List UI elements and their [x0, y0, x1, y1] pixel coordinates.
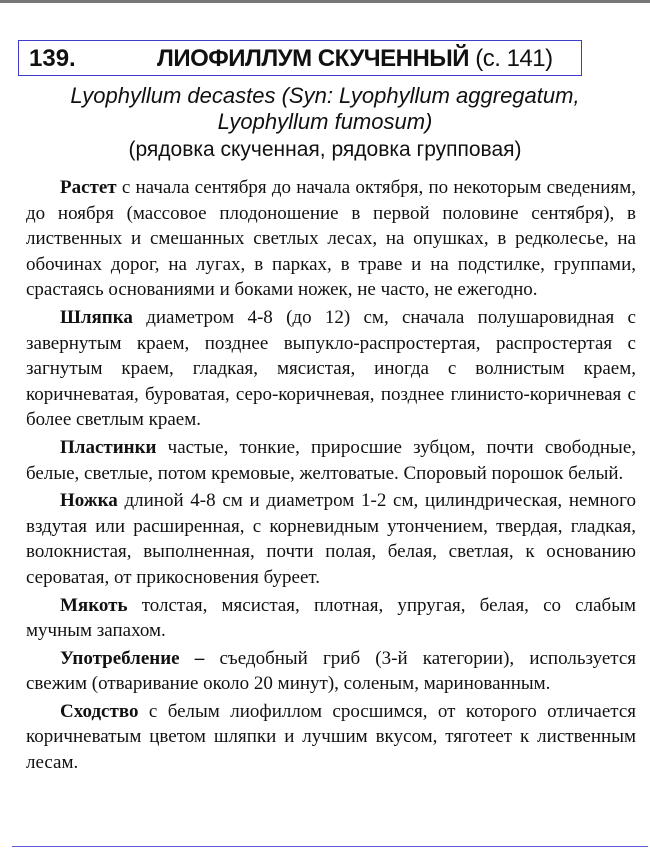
- section-text: съедобный гриб (3-й категории), используется свежим (отваривание около 20 минут), соленым, маринованным.: [26, 647, 636, 695]
- section-flesh: [26, 593, 636, 644]
- section-text: частые, тонкие, приросшие зубцом, почти свободные, белые, светлые, потом кремовые, желтоватые. Споровый порошок белый.: [26, 436, 636, 484]
- latin-name-line-2: Lyophyllum fumosum): [217, 109, 433, 134]
- section-text: длиной 4-8 см и диаметром 1-2 см, цилиндрическая, немного вздутая или расширенная, с корневидным утончением, твердая, гладкая, волокнистая, выполненная, почти полая, белая, светлая, к основанию сероватая, от прикосновения буреет.: [26, 490, 636, 588]
- species-russian-name: ЛИОФИЛЛУМ СКУЧЕННЫЙ: [157, 45, 470, 72]
- section-text: с начала сентября до начала октября, по некоторым сведениям, до ноября (массовое плодоношение в первой половине сентября), в лиственных и смешанных светлых лесах, на опушках, в редколесье, на обочинах дорог, на лугах, в парках, в траве и на подстилке, группами, срастаясь основаниями и боками ножек, не часто, не ежегодно.: [26, 177, 636, 301]
- entry-heading: [18, 40, 582, 76]
- section-lead: Ножка: [60, 490, 118, 512]
- bottom-border: [12, 846, 648, 847]
- section-lead: Пластинки: [60, 436, 157, 458]
- section-lead: Мякоть: [60, 594, 128, 616]
- section-stem: [26, 488, 636, 590]
- section-growth: [26, 175, 636, 303]
- section-similarity: [26, 699, 636, 776]
- page-reference: (с. 141): [475, 45, 553, 72]
- section-text: с белым лиофиллом сросшимся, от которого отличается коричневатым цветом шляпки и лучшим вкусом, тяготеет к лиственным лесам.: [26, 700, 636, 774]
- section-cap: [26, 305, 636, 433]
- section-lead: Употребление –: [60, 647, 205, 669]
- description-body: [26, 175, 636, 778]
- latin-name-line-1: Lyophyllum decastes (Syn: Lyophyllum aggregatum,: [70, 83, 580, 108]
- entry-title: [157, 45, 553, 73]
- entry-number: 139.: [29, 45, 76, 72]
- top-border: [0, 0, 650, 3]
- section-lead: Шляпка: [60, 306, 133, 328]
- latin-name: [0, 83, 650, 135]
- section-usage: [26, 646, 636, 697]
- common-synonyms: (рядовка скученная, рядовка групповая): [128, 138, 522, 161]
- section-text: диаметром 4-8 (до 12) см, сначала полушаровидная с завернутым краем, позднее выпукло-распростертая, распростертая с загнутым краем, гладкая, мясистая, иногда с волнистым краем, коричневатая, буроватая, серо-коричневая, позднее глинисто-коричневая с более светлым краем.: [26, 306, 636, 431]
- section-gills: [26, 435, 636, 486]
- section-lead: Растет: [60, 177, 117, 198]
- section-lead: Сходство: [60, 700, 139, 722]
- section-text: толстая, мясистая, плотная, упругая, белая, со слабым мучным запахом.: [26, 594, 636, 642]
